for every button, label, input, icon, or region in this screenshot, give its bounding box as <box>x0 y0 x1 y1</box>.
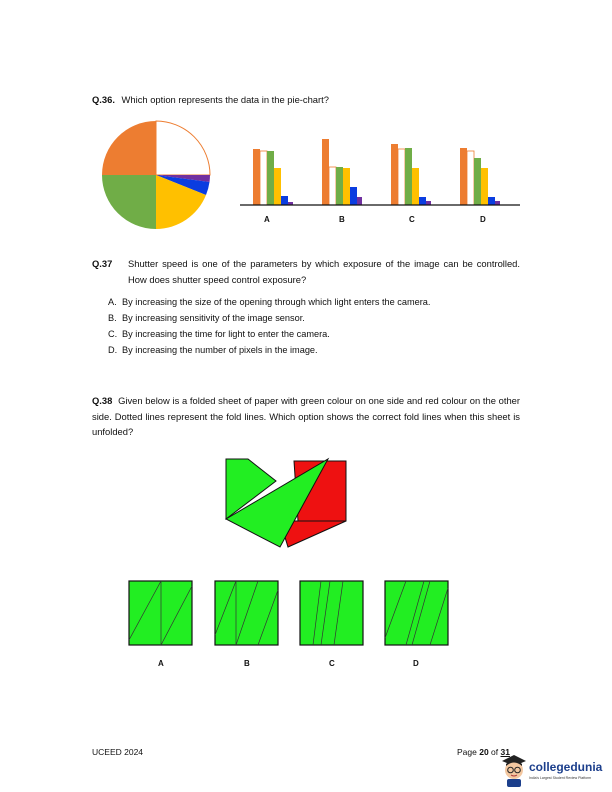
q38-option-b[interactable]: B <box>244 659 250 668</box>
logo-brand: collegedunia <box>529 760 603 774</box>
q37-option-b-text: By increasing sensitivity of the image sensor. <box>122 313 305 323</box>
q37-stem <box>92 256 520 287</box>
q37-option-d[interactable] <box>108 345 318 355</box>
q38-option-d[interactable]: D <box>413 659 419 668</box>
page-of: of <box>488 747 501 757</box>
q38-option-a[interactable]: A <box>158 659 164 668</box>
bar-options <box>240 130 530 212</box>
q37-option-d-letter: D. <box>108 345 118 355</box>
folded-paper-figure <box>220 455 355 555</box>
collegedunia-logo[interactable] <box>500 753 612 789</box>
page-prefix: Page <box>457 747 480 757</box>
q38-option-a-figure[interactable] <box>128 580 193 646</box>
bar-group-c <box>391 144 431 205</box>
pie-slice-white <box>156 121 210 175</box>
q37-option-a-letter: A. <box>108 297 117 307</box>
footer-exam-name: UCEED 2024 <box>92 747 144 757</box>
q38-text: Given below is a folded sheet of paper with green colour on one side and red colour on the other side. Dotted lines represent the fold lines. Which option shows the correct fold lines when this sheet is unfolded? <box>92 395 520 437</box>
q37-option-b[interactable] <box>108 313 305 323</box>
q36-option-d[interactable]: D <box>480 215 486 224</box>
pie-chart <box>100 118 215 236</box>
bar-group-b <box>322 139 362 205</box>
q37-option-d-text: By increasing the number of pixels in the image. <box>122 345 318 355</box>
q38-option-c[interactable]: C <box>329 659 335 668</box>
logo-tagline: India's Largest Student Review Platform <box>529 776 592 780</box>
q37-number: Q.37 <box>92 258 113 269</box>
q37-text: Shutter speed is one of the parameters by which exposure of the image can be controlled. How does shutter speed control exposure? <box>128 258 520 285</box>
pie-slice-orange <box>102 121 156 175</box>
q36-text: Which option represents the data in the pie-chart? <box>121 94 329 105</box>
bar-group-d <box>460 148 500 205</box>
bar-group-a <box>253 149 293 205</box>
page-total: 31 <box>500 747 510 757</box>
pie-slice-green <box>102 175 156 229</box>
q36-stem <box>92 92 329 108</box>
q36-option-c[interactable]: C <box>409 215 415 224</box>
q38-option-c-figure[interactable] <box>299 580 364 646</box>
q36-option-b[interactable]: B <box>339 215 345 224</box>
q36-option-a[interactable]: A <box>264 215 270 224</box>
q38-number: Q.38 <box>92 395 113 406</box>
q37-option-c-letter: C. <box>108 329 118 339</box>
q37-option-a[interactable] <box>108 297 430 307</box>
q38-option-d-figure[interactable] <box>384 580 449 646</box>
q38-option-b-figure[interactable] <box>214 580 279 646</box>
q38-stem <box>92 393 520 440</box>
page-number: 20 <box>479 747 489 757</box>
q37-option-a-text: By increasing the size of the opening through which light enters the camera. <box>122 297 431 307</box>
q37-option-c[interactable] <box>108 329 330 339</box>
mascot-icon <box>500 753 528 787</box>
q37-option-b-letter: B. <box>108 313 117 323</box>
q36-number: Q.36. <box>92 94 115 105</box>
q37-option-c-text: By increasing the time for light to enter the camera. <box>122 329 330 339</box>
